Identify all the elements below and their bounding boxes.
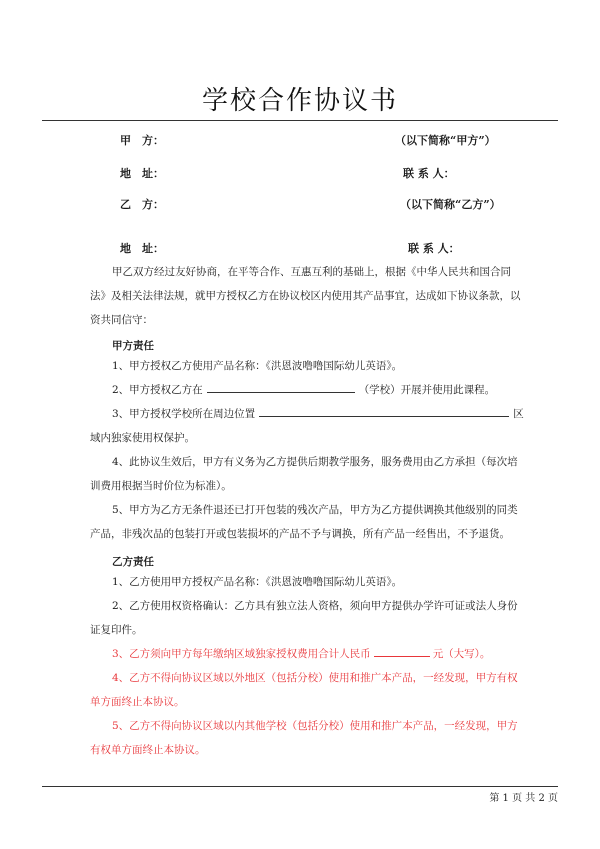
contact-a-label: 联 系 人：	[403, 167, 455, 180]
clause-a2-end: （学校）开展并使用此课程。	[358, 384, 496, 396]
clause-a3-end: 区域内独家使用权保护。	[90, 408, 524, 444]
clause-a5: 5、甲方为乙方无条件退还已打开包装的残次产品，甲方为乙方提供调换其他级别的同类产品，非残次品的包装打开或包装损坏的产品不予与调换，所有产品一经售出，不予退货。	[90, 504, 518, 540]
area-location-blank[interactable]	[259, 406, 509, 417]
intro-paragraph: 甲乙双方经过友好协商，在平等合作、互惠互利的基础上，根据《中华人民共和国合同法》及相关法律法规，就甲方授权乙方在协议校区内使用其产品事宜，达成如下协议条款，以资共同信守：	[90, 266, 521, 326]
contact-b-label: 联 系 人：	[408, 242, 460, 255]
footer-divider	[42, 786, 558, 787]
clause-a1: 1、甲方授权乙方使用产品名称：《洪恩波噜噜国际幼儿英语》。	[112, 360, 403, 372]
party-b-label: 乙 方：	[120, 198, 164, 211]
section-a-heading: 甲方责任	[112, 340, 154, 352]
party-b-note: （以下简称“乙方”）	[400, 198, 501, 211]
clause-b4: 4、乙方不得向协议区域以外地区（包括分校）使用和推广本产品，一经发现，甲方有权单方面终止本协议。	[90, 672, 518, 708]
clause-b2: 2、乙方使用权资格确认：乙方具有独立法人资格，须向甲方提供办学许可证或法人身份证复印件。	[90, 600, 518, 636]
party-a-label: 甲 方：	[120, 134, 164, 147]
address-a-label: 地 址：	[120, 167, 164, 180]
clause-b5: 5、乙方不得向协议区域以内其他学校（包括分校）使用和推广本产品，一经发现，甲方有权单方面终止本协议。	[90, 720, 518, 756]
clause-b3-start: 3、乙方须向甲方每年缴纳区域独家授权费用合计人民币	[112, 648, 371, 660]
clause-b3-end: 元（大写）。	[432, 648, 491, 660]
clause-a3-start: 3、甲方授权学校所在周边位置	[112, 408, 256, 420]
address-b-label: 地 址：	[120, 242, 164, 255]
clause-a3	[90, 402, 526, 450]
clause-b3	[90, 642, 526, 666]
fee-amount-blank[interactable]	[374, 646, 430, 657]
school-name-blank[interactable]	[207, 382, 355, 393]
party-a-note: （以下简称“甲方”）	[395, 134, 496, 147]
document-title: 学校合作协议书	[201, 86, 398, 116]
section-b-heading: 乙方责任	[112, 556, 154, 568]
page-number: 第 1 页 共 2 页	[489, 793, 558, 804]
clause-b1: 1、乙方使用甲方授权产品名称：《洪恩波噜噜国际幼儿英语》。	[112, 576, 403, 588]
clause-a2	[90, 378, 526, 402]
clause-a4: 4、此协议生效后，甲方有义务为乙方提供后期教学服务，服务费用由乙方承担（每次培训费用根据当时价位为标准）。	[90, 456, 518, 492]
clause-a2-start: 2、甲方授权乙方在	[112, 384, 203, 396]
title-divider	[42, 120, 558, 121]
